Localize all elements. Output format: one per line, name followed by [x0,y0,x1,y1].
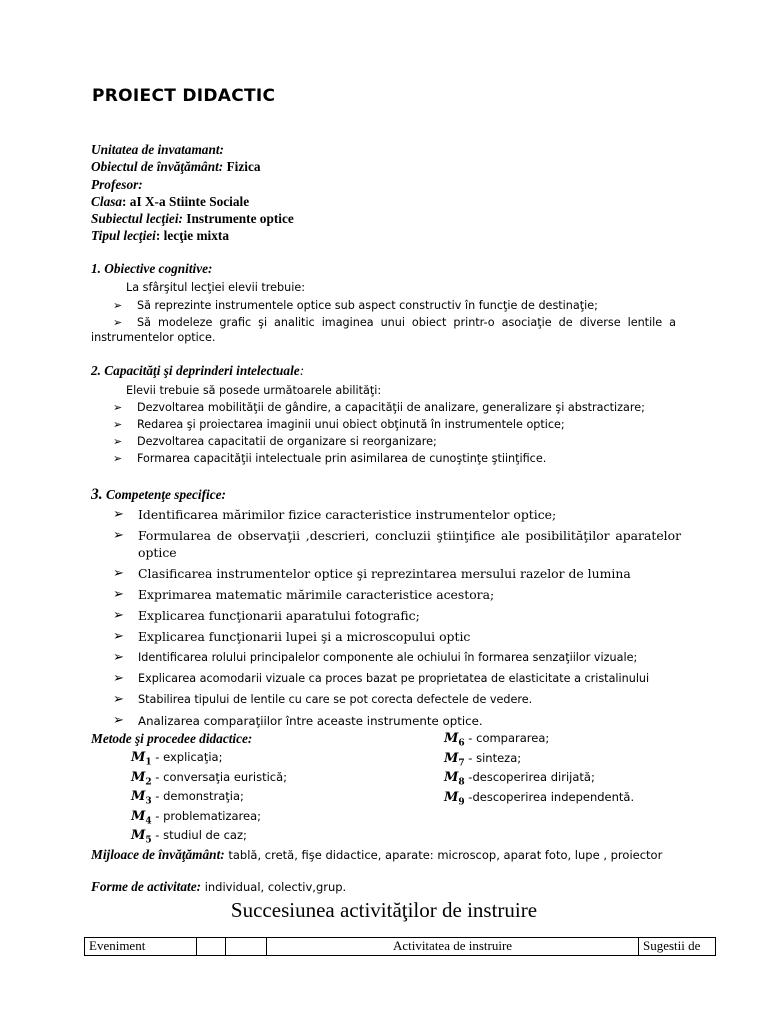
meta-profesor [91,176,294,193]
arrow-bullet-icon: ➢ [113,608,124,623]
meta-tip [91,227,294,244]
method-item: $M_3$ - demonstraţia; [131,789,244,807]
table-header-cell: Eveniment [85,938,197,956]
list-item: ➢ Redarea şi proiectarea imaginii unui obiect obţinută în instrumentele optice; [113,418,565,431]
metode-heading: Metode şi procedee didactice: [91,731,253,746]
capacitati-list [108,399,688,467]
arrow-bullet-icon: ➢ [113,587,124,602]
meta-clasa-value: : aI X-a Stiinte Sociale [122,193,250,209]
meta-obiect [91,158,294,175]
list-item: ➢ Explicarea funcţionarii lupei şi a microscopului optic [113,629,471,644]
arrow-bullet-icon: ➢ [113,650,124,665]
list-item: ➢ Clasificarea instrumentelor optice şi reprezintarea mersului razelor de lumina [113,566,631,581]
meta-tip-label: Tipul lecţiei [91,228,156,244]
mijloace-label: Mijloace de învăţământ: [91,847,225,862]
arrow-bullet-icon: ➢ [113,418,123,431]
succesiunea-heading: Succesiunea activităţilor de instruire [230,898,538,922]
list-item: ➢ Dezvoltarea mobilităţii de gândire, a capacităţii de analizare, generalizare şi abstractizare; [113,401,645,414]
list-item: ➢ Identificarea rolului principalelor componente ale ochiului în formarea senzaţiilor vizuale; [113,650,638,665]
meta-clasa-label: Clasa [91,193,123,209]
method-item: $M_4$ - problematizarea; [131,808,262,827]
list-item: ➢ Explicarea funcţionarii aparatului fotografic; [113,608,420,623]
mijloace-line [91,847,681,863]
list-item: ➢ Formularea de observaţii ,descrieri, concluzii ştiinţifice ale posibilităţilor aparatelor optice [113,528,681,560]
forme-line [91,879,346,895]
metode-left-column [131,750,287,848]
table-header-cell: Sugestii de [639,938,716,956]
table-row [85,938,716,956]
method-item: $M_8$ -descoperirea dirijată; [444,770,595,788]
arrow-bullet-icon: ➢ [113,401,123,414]
list-item: ➢ Să modeleze grafic şi analitic imaginea unui obiect printr-o asociaţie de diverse lentile a [113,316,676,329]
arrow-bullet-icon: ➢ [113,299,123,312]
forme-value: individual, colectiv,grup. [201,880,347,894]
method-item: $M_7$ - sinteza; [444,750,522,769]
arrow-bullet-icon: ➢ [113,528,124,543]
arrow-bullet-icon: ➢ [113,507,124,522]
table-header-cell [197,938,226,956]
meta-subiect-value: Instrumente optice [186,211,294,227]
arrow-bullet-icon: ➢ [113,629,124,644]
obiective-intro: La sfârşitul lecţiei elevii trebuie: [126,281,305,294]
list-item: ➢ Formarea capacităţii intelectuale prin asimilarea de cunoştinţe ştiinţifice. [113,452,547,465]
arrow-bullet-icon: ➢ [113,452,123,465]
forme-label: Forme de activitate: [91,879,202,894]
list-item: ➢ Identificarea mărimilor fizice caracteristice instrumentelor optice; [113,507,557,522]
list-item: ➢ Exprimarea matematic mărimile caracteristice acestora; [113,587,495,602]
metode-right-column [444,731,634,809]
meta-obiect-label: Obiectul de învăţământ: [91,159,224,175]
activities-table [84,937,716,956]
list-item: ➢ Stabilirea tipului de lentile cu care se pot corecta defectele de vedere. [113,692,533,707]
capacitati-intro: Elevii trebuie să posede următoarele abilităţi: [126,384,382,397]
page-title: PROIECT DIDACTIC [92,86,276,106]
obiective-list [108,297,676,331]
meta-unitate-label: Unitatea de invatamant: [91,142,224,157]
arrow-bullet-icon: ➢ [113,566,124,581]
mijloace-value: tablă, cretă, fişe didactice, aparate: microscop, aparat foto, lupe , proiector [224,848,663,862]
arrow-bullet-icon: ➢ [113,316,123,329]
method-item: $M_9$ -descoperirea independentă. [444,789,635,808]
method-item: $M_2$ - conversaţia euristică; [131,769,288,788]
competente-list [113,506,681,733]
meta-tip-value: : lecţie mixta [155,228,229,244]
method-item: $M_6$ - compararea; [444,731,550,749]
list-item: ➢ Dezvoltarea capacitatii de organizare si reorganizare; [113,435,437,448]
arrow-bullet-icon: ➢ [113,692,124,707]
arrow-bullet-icon: ➢ [113,435,123,448]
method-item: $M_5$ - studiul de caz; [131,828,247,846]
meta-obiect-value: Fizica [226,159,261,175]
meta-subiect [91,210,294,227]
arrow-bullet-icon: ➢ [113,671,124,686]
meta-profesor-label: Profesor: [91,176,143,192]
meta-unitate [91,141,294,158]
table-header-cell: Activitatea de instruire [267,938,639,956]
section-heading-competente: 3. Competenţe specifice: [91,486,226,503]
list-item: ➢ Explicarea acomodarii vizuale ca proces bazat pe proprietatea de elasticitate a cristalinului [113,671,650,686]
obiective-continuation: instrumentelor optice. [91,331,216,344]
table-header-cell [226,938,267,956]
arrow-bullet-icon: ➢ [113,713,124,728]
lesson-info [91,141,294,245]
list-item: ➢ Analizarea comparaţiilor între aceaste instrumente optice. [113,713,483,728]
section-heading-capacitati: 2. Capacităţi şi deprinderi intelectuale: [91,363,305,378]
meta-clasa [91,193,294,210]
method-item: $M_1$ - explicaţia; [131,750,223,768]
list-item: ➢ Să reprezinte instrumentele optice sub aspect constructiv în funcţie de destinaţie; [113,299,598,312]
section-heading-obiective: 1. Obiective cognitive: [91,261,213,276]
meta-subiect-label: Subiectul lecţiei: [91,211,183,227]
